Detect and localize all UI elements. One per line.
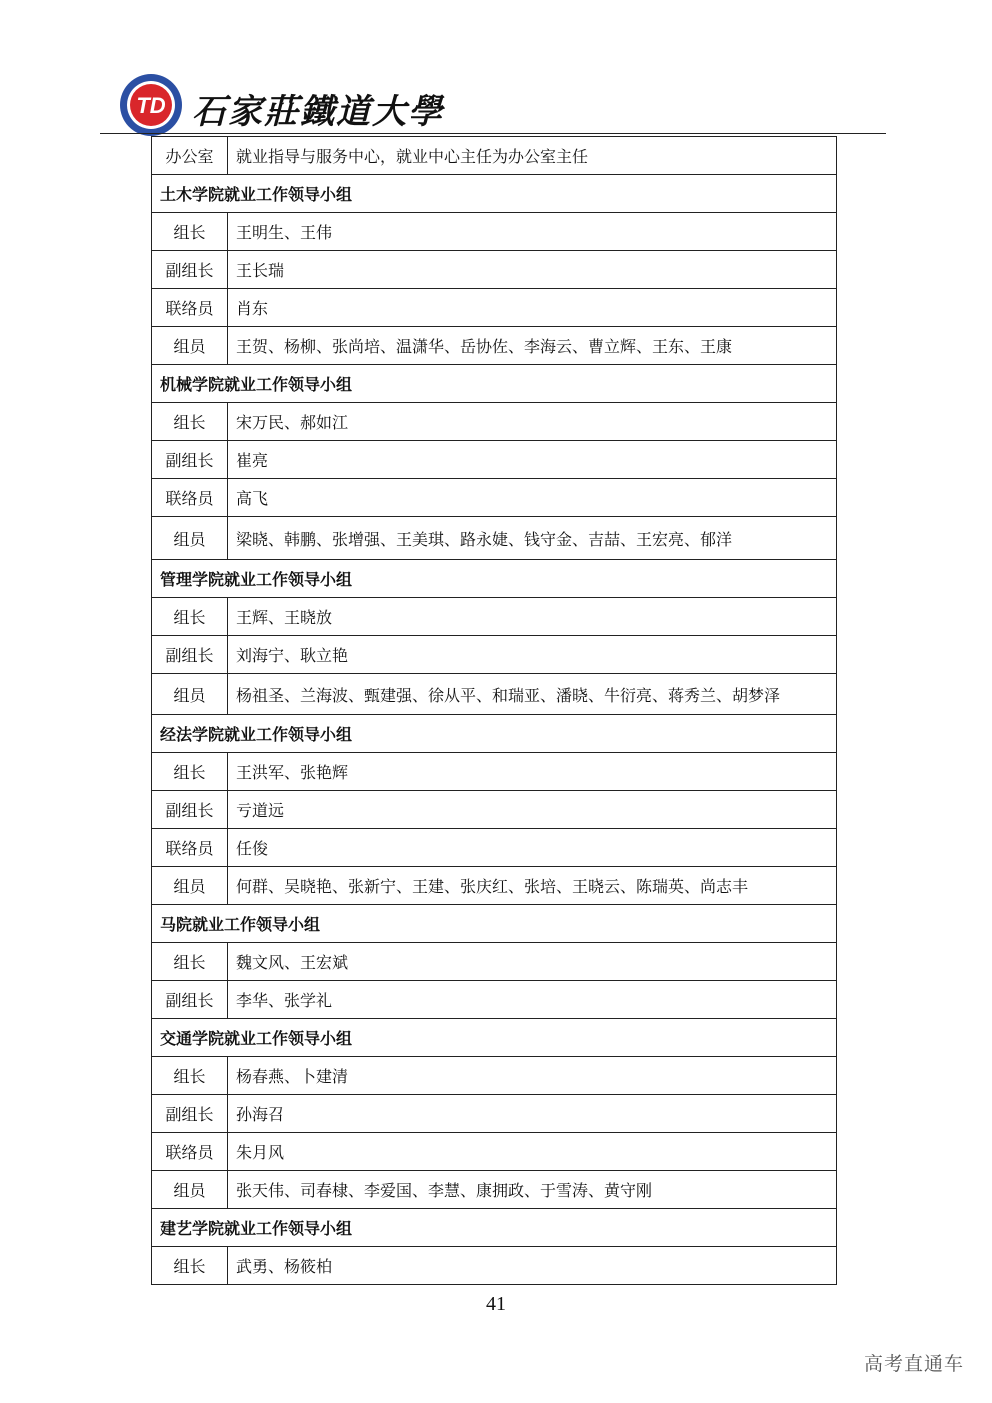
section-title: 交通学院就业工作领导小组: [152, 1019, 837, 1057]
role-cell: 联络员: [152, 479, 228, 517]
members-cell: 王辉、王晓放: [228, 598, 837, 636]
table-row: [152, 327, 837, 365]
table-row: [152, 1133, 837, 1171]
roster-body: [152, 137, 837, 1285]
table-row: [152, 137, 837, 175]
table-row: [152, 943, 837, 981]
role-cell: 组员: [152, 867, 228, 905]
members-cell: 张天伟、司春棣、李爱国、李慧、康拥政、于雪涛、黄守刚: [228, 1171, 837, 1209]
role-cell: 副组长: [152, 981, 228, 1019]
university-logo-icon: [118, 72, 184, 138]
section-title: 马院就业工作领导小组: [152, 905, 837, 943]
members-cell: 王明生、王伟: [228, 213, 837, 251]
members-cell: 王长瑞: [228, 251, 837, 289]
members-cell: 肖东: [228, 289, 837, 327]
role-cell: 组长: [152, 403, 228, 441]
members-cell: 杨春燕、卜建清: [228, 1057, 837, 1095]
section-title: 经法学院就业工作领导小组: [152, 715, 837, 753]
members-cell: 宋万民、郝如江: [228, 403, 837, 441]
roster-table: [151, 136, 837, 1285]
role-cell: 副组长: [152, 791, 228, 829]
members-cell: 武勇、杨筱柏: [228, 1247, 837, 1285]
role-cell: 副组长: [152, 251, 228, 289]
section-title: 管理学院就业工作领导小组: [152, 560, 837, 598]
table-row: [152, 598, 837, 636]
table-row: [152, 867, 837, 905]
page-header: [100, 58, 886, 136]
role-cell: 联络员: [152, 829, 228, 867]
section-row: [152, 1019, 837, 1057]
section-row: [152, 715, 837, 753]
page-number: 41: [486, 1293, 506, 1315]
members-cell: 孙海召: [228, 1095, 837, 1133]
role-cell: 联络员: [152, 1133, 228, 1171]
members-cell: 梁晓、韩鹏、张增强、王美琪、路永婕、钱守金、吉喆、王宏亮、郁洋: [228, 517, 837, 560]
table-row: [152, 753, 837, 791]
role-cell: 办公室: [152, 137, 228, 175]
role-cell: 组长: [152, 598, 228, 636]
members-cell: 刘海宁、耿立艳: [228, 636, 837, 674]
role-cell: 组员: [152, 674, 228, 715]
members-cell: 就业指导与服务中心，就业中心主任为办公室主任: [228, 137, 837, 175]
role-cell: 组长: [152, 213, 228, 251]
members-cell: 亏道远: [228, 791, 837, 829]
table-row: [152, 1057, 837, 1095]
role-cell: 组长: [152, 1057, 228, 1095]
table-row: [152, 791, 837, 829]
role-cell: 副组长: [152, 1095, 228, 1133]
table-row: [152, 636, 837, 674]
role-cell: 副组长: [152, 636, 228, 674]
section-row: [152, 905, 837, 943]
table-row: [152, 674, 837, 715]
table-row: [152, 441, 837, 479]
section-row: [152, 560, 837, 598]
members-cell: 崔亮: [228, 441, 837, 479]
members-cell: 朱月风: [228, 1133, 837, 1171]
members-cell: 魏文风、王宏斌: [228, 943, 837, 981]
table-row: [152, 1171, 837, 1209]
section-title: 建艺学院就业工作领导小组: [152, 1209, 837, 1247]
role-cell: 组员: [152, 1171, 228, 1209]
table-row: [152, 517, 837, 560]
members-cell: 高飞: [228, 479, 837, 517]
table-row: [152, 479, 837, 517]
role-cell: 组长: [152, 943, 228, 981]
members-cell: 李华、张学礼: [228, 981, 837, 1019]
role-cell: 组长: [152, 753, 228, 791]
table-row: [152, 1247, 837, 1285]
table-row: [152, 251, 837, 289]
role-cell: 组员: [152, 517, 228, 560]
role-cell: 副组长: [152, 441, 228, 479]
table-row: [152, 213, 837, 251]
members-cell: 王贺、杨柳、张尚培、温潇华、岳协佐、李海云、曹立辉、王东、王康: [228, 327, 837, 365]
table-row: [152, 829, 837, 867]
section-title: 机械学院就业工作领导小组: [152, 365, 837, 403]
section-title: 土木学院就业工作领导小组: [152, 175, 837, 213]
members-cell: 杨祖圣、兰海波、甄建强、徐从平、和瑞亚、潘晓、牛衍亮、蒋秀兰、胡梦泽: [228, 674, 837, 715]
table-row: [152, 289, 837, 327]
header-rule: [100, 133, 886, 134]
role-cell: 联络员: [152, 289, 228, 327]
logo-letters: TD: [136, 93, 166, 118]
members-cell: 何群、吴晓艳、张新宁、王建、张庆红、张培、王晓云、陈瑞英、尚志丰: [228, 867, 837, 905]
section-row: [152, 365, 837, 403]
role-cell: 组长: [152, 1247, 228, 1285]
table-row: [152, 981, 837, 1019]
role-cell: 组员: [152, 327, 228, 365]
watermark: 高考直通车: [863, 1353, 964, 1375]
table-row: [152, 403, 837, 441]
section-row: [152, 1209, 837, 1247]
school-name: 石家莊鐵道大學: [192, 92, 444, 132]
table-row: [152, 1095, 837, 1133]
members-cell: 王洪军、张艳辉: [228, 753, 837, 791]
members-cell: 任俊: [228, 829, 837, 867]
section-row: [152, 175, 837, 213]
